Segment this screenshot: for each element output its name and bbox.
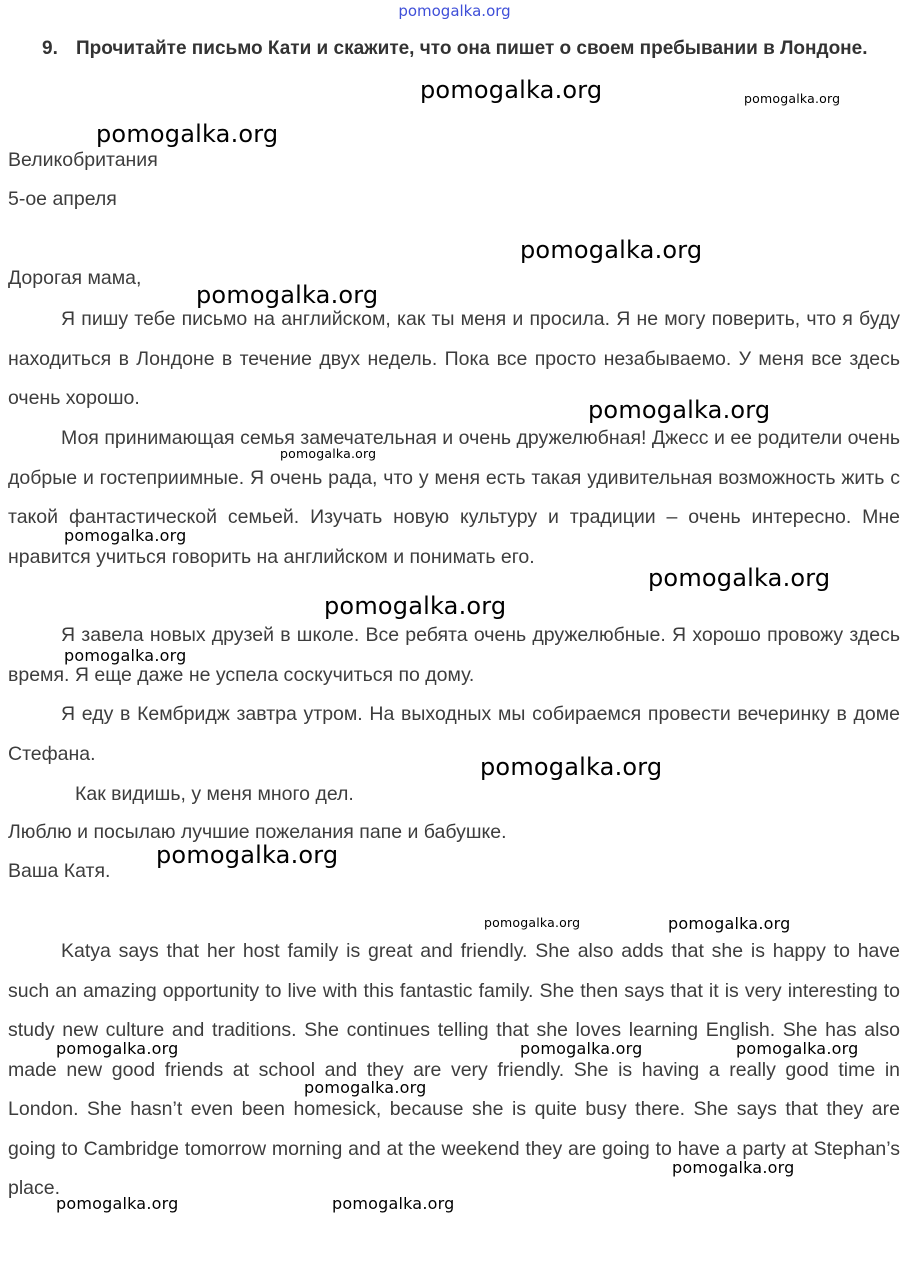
task-number: 9. [42,38,58,59]
watermark: pomogalka.org [648,564,831,592]
watermark: pomogalka.org [196,281,379,309]
watermark: pomogalka.org [332,1194,455,1213]
watermark: pomogalka.org [64,526,187,545]
watermark: pomogalka.org [324,592,507,620]
answer-paragraph: Katya says that her host family is great and friendly. She also adds that she is happy to have such an amazing opportunity to live with this fantastic family. She then says that it is very interesting to study new culture and traditions. She continues telling that she loves learning English. She has also made new good friends at school and they are very friendly. She is having a really good time in London. She hasn’t even been homesick, because she is quite busy there. She says that they are going to Cambridge tomorrow morning and at the weekend they are going to have a party at Stephan’s place. [8,940,900,1199]
letter-signature: Ваша Катя. [8,860,111,882]
watermark: pomogalka.org [520,236,703,264]
watermark: pomogalka.org [304,1078,427,1097]
watermark: pomogalka.org [744,91,841,106]
letter-paragraph-2: Моя принимающая семья замечательная и очень дружелюбная! Джесс и ее родители очень добрые и гостеприимные. Я очень рада, что у меня есть такая удивительная возможность жить с такой фантастической семьей. Изучать новую культуру и традиции – очень интересно. Мне нравится учиться говорить на английском и понимать его. [8,427,900,568]
letter-date: 5-ое апреля [8,188,117,210]
watermark: pomogalka.org [280,446,377,461]
letter-regards: Люблю и посылаю лучшие пожелания папе и бабушке. [8,821,507,843]
letter-paragraph-4: Я еду в Кембридж завтра утром. На выходных мы собираемся провести вечеринку в доме Стефана. [8,703,900,765]
watermark: pomogalka.org [672,1158,795,1177]
watermark: pomogalka.org [56,1039,179,1058]
letter-paragraph-1: Я пишу тебе письмо на английском, как ты меня и просила. Я не могу поверить, что я буду находиться в Лондоне в течение двух недель. Пока все просто незабываемо. У меня все здесь очень хорошо. [8,308,900,409]
letter-country: Великобритания [8,149,158,171]
watermark: pomogalka.org [736,1039,859,1058]
letter-greeting: Дорогая мама, [8,267,142,289]
watermark: pomogalka.org [96,120,279,148]
watermark: pomogalka.org [420,76,603,104]
watermark: pomogalka.org [56,1194,179,1213]
letter-paragraph-3: Я завела новых друзей в школе. Все ребята очень дружелюбные. Я хорошо провожу здесь время. Я еще даже не успела соскучиться по дому. [8,624,900,686]
watermark: pomogalka.org [484,915,581,930]
watermark: pomogalka.org [480,753,663,781]
watermark: pomogalka.org [520,1039,643,1058]
watermark: pomogalka.org [668,914,791,933]
watermark: pomogalka.org [64,646,187,665]
task-heading [42,30,900,68]
watermark: pomogalka.org [156,841,339,869]
letter-closing: Как видишь, у меня много дел. [75,783,354,805]
site-link-top[interactable]: pomogalka.org [398,2,511,20]
task-text: Прочитайте письмо Кати и скажите, что она пишет о своем пребывании в Лондоне. [76,38,868,59]
watermark: pomogalka.org [588,396,771,424]
